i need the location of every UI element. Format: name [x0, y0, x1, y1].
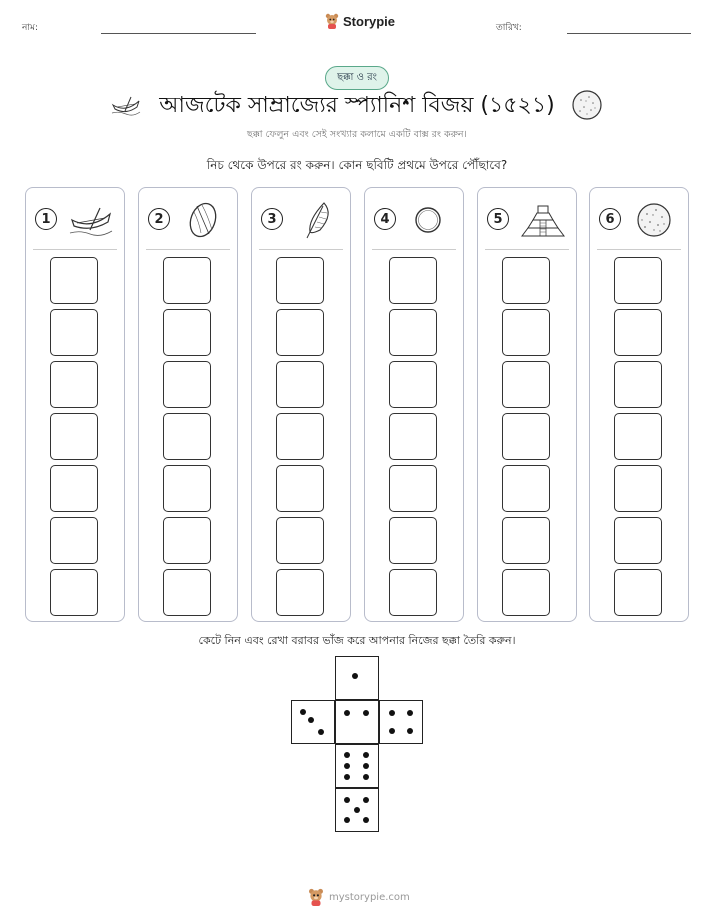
ring-icon: [407, 200, 453, 240]
color-box[interactable]: [50, 257, 98, 304]
subtitle: ছক্কা ফেলুন এবং সেই সংখ্যার কলামে একটি বাক্স রং করুন।: [247, 129, 467, 140]
dice-face-2: [335, 700, 379, 744]
pip: [352, 673, 358, 679]
cacao-bean-icon: [181, 200, 227, 240]
color-box[interactable]: [163, 309, 211, 356]
footer: [308, 888, 410, 906]
dice-face-1: [335, 656, 379, 700]
color-box[interactable]: [389, 361, 437, 408]
feather-icon: [294, 200, 340, 240]
pip: [344, 752, 350, 758]
color-box[interactable]: [389, 413, 437, 460]
pip: [308, 717, 314, 723]
column-2: [138, 187, 238, 622]
color-box[interactable]: [50, 517, 98, 564]
color-box[interactable]: [389, 465, 437, 512]
column-divider: [485, 249, 569, 250]
pip: [407, 728, 413, 734]
color-box[interactable]: [276, 517, 324, 564]
bear-mascot-icon: [325, 13, 339, 29]
cut-instruction: কেটে নিন এবং রেখা বরাবর ভাঁজ করে আপনার নিজের ছক্কা তৈরি করুন।: [198, 634, 516, 647]
color-box[interactable]: [50, 361, 98, 408]
color-box[interactable]: [163, 413, 211, 460]
pip: [300, 709, 306, 715]
pip: [363, 774, 369, 780]
color-box[interactable]: [389, 517, 437, 564]
column-number: 3: [261, 208, 283, 230]
color-box[interactable]: [614, 517, 662, 564]
color-box[interactable]: [163, 257, 211, 304]
column-1: [25, 187, 125, 622]
pip: [344, 763, 350, 769]
color-box[interactable]: [276, 413, 324, 460]
dice-face-4: [379, 700, 423, 744]
tortilla-icon: [571, 89, 603, 121]
date-field-line[interactable]: [567, 33, 691, 34]
color-box[interactable]: [502, 413, 550, 460]
color-box[interactable]: [50, 309, 98, 356]
color-box[interactable]: [50, 569, 98, 616]
column-divider: [146, 249, 230, 250]
pip: [344, 817, 350, 823]
color-box[interactable]: [276, 309, 324, 356]
color-box[interactable]: [163, 517, 211, 564]
pip: [363, 797, 369, 803]
name-label: নাম:: [22, 23, 39, 33]
column-3: [251, 187, 351, 622]
pip: [363, 710, 369, 716]
pip: [407, 710, 413, 716]
color-box[interactable]: [276, 465, 324, 512]
color-box[interactable]: [50, 413, 98, 460]
brand-name: Storypie: [343, 13, 396, 29]
pip: [363, 763, 369, 769]
pip: [344, 797, 350, 803]
pip: [344, 710, 350, 716]
color-box[interactable]: [614, 257, 662, 304]
bear-mascot-icon: [308, 888, 324, 906]
activity-badge: ছক্কা ও রং: [325, 66, 389, 90]
color-box[interactable]: [389, 569, 437, 616]
date-label: তারিখ:: [496, 23, 522, 33]
column-5: [477, 187, 577, 622]
brand-logo: [325, 13, 395, 29]
pip: [363, 752, 369, 758]
column-number: 2: [148, 208, 170, 230]
color-box[interactable]: [163, 465, 211, 512]
color-box[interactable]: [614, 309, 662, 356]
color-box[interactable]: [502, 361, 550, 408]
color-box[interactable]: [502, 309, 550, 356]
column-divider: [33, 249, 117, 250]
pip: [344, 774, 350, 780]
color-box[interactable]: [163, 569, 211, 616]
pip: [389, 710, 395, 716]
color-box[interactable]: [502, 257, 550, 304]
instruction: নিচ থেকে উপরে রং করুন। কোন ছবিটি প্রথমে উপরে পৌঁছাবে?: [206, 158, 508, 172]
column-number: 1: [35, 208, 57, 230]
pip: [318, 729, 324, 735]
column-divider: [259, 249, 343, 250]
column-number: 5: [487, 208, 509, 230]
pip: [363, 817, 369, 823]
name-field-line[interactable]: [101, 33, 256, 34]
color-box[interactable]: [276, 361, 324, 408]
color-box[interactable]: [276, 257, 324, 304]
page-title: আজটেক সাম্রাজ্যের স্প্যানিশ বিজয় (১৫২১): [159, 93, 555, 118]
color-box[interactable]: [614, 465, 662, 512]
color-box[interactable]: [389, 257, 437, 304]
column-number: 4: [374, 208, 396, 230]
dice-face-6: [335, 744, 379, 788]
color-box[interactable]: [502, 569, 550, 616]
footer-link[interactable]: mystorypie.com: [329, 891, 410, 903]
column-6: [589, 187, 689, 622]
color-box[interactable]: [163, 361, 211, 408]
color-box[interactable]: [614, 569, 662, 616]
pip: [389, 728, 395, 734]
color-box[interactable]: [502, 465, 550, 512]
pyramid-icon: [520, 200, 566, 240]
color-box[interactable]: [502, 517, 550, 564]
color-box[interactable]: [276, 569, 324, 616]
dice-face-3: [291, 700, 335, 744]
color-box[interactable]: [614, 413, 662, 460]
canoe-icon: [68, 200, 114, 240]
color-box[interactable]: [389, 309, 437, 356]
color-box[interactable]: [614, 361, 662, 408]
color-box[interactable]: [50, 465, 98, 512]
column-divider: [372, 249, 456, 250]
column-number: 6: [599, 208, 621, 230]
tortilla-icon: [632, 200, 678, 240]
pip: [354, 807, 360, 813]
column-divider: [597, 249, 681, 250]
column-4: [364, 187, 464, 622]
dice-face-5: [335, 788, 379, 832]
